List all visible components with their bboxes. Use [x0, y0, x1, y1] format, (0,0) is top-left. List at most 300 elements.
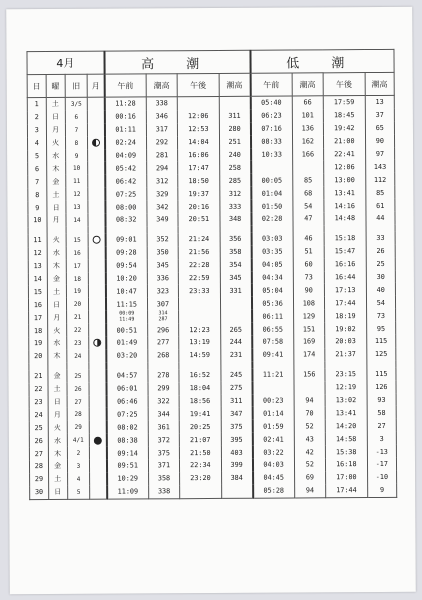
high-am-height: 307 [147, 298, 178, 311]
low-pm-height: 27 [367, 419, 396, 432]
low-pm-time: 17:59 [323, 96, 365, 110]
lunar-date: 9 [65, 149, 88, 162]
moon-phase-icon [94, 436, 102, 444]
col-moon: 月 [88, 74, 105, 97]
moon-phase [88, 214, 105, 227]
lunar-date: 7 [65, 124, 88, 137]
weekday: 土 [48, 473, 67, 486]
high-pm-height: 403 [221, 446, 252, 459]
high-am-height: 361 [148, 421, 179, 434]
low-pm-height: 143 [365, 160, 394, 173]
low-pm-height: 112 [365, 173, 394, 186]
moon-phase-icon [93, 236, 101, 244]
moon-phase [90, 473, 107, 486]
high-pm-height: 275 [221, 381, 252, 394]
low-am-time: 01:14 [252, 407, 294, 420]
weekday: 金 [46, 175, 65, 188]
low-pm-time: 16:16 [324, 258, 366, 271]
low-pm-height: 25 [366, 258, 395, 271]
high-pm-height: 311 [219, 110, 250, 123]
low-pm-height: 26 [366, 245, 395, 258]
low-am-height: 69 [294, 471, 325, 484]
moon-phase [88, 188, 105, 201]
lunar-date: 18 [66, 272, 89, 285]
weekday: 土 [47, 188, 66, 201]
low-am-time: 01:04 [251, 187, 293, 200]
moon-phase [88, 111, 105, 124]
high-pm-height: 333 [220, 200, 251, 213]
low-am-time: 06:11 [252, 310, 294, 323]
low-pm-height: 44 [366, 212, 395, 225]
date: 22 [29, 383, 48, 396]
low-am-height: 156 [294, 368, 325, 381]
high-am-time: 02:24 [105, 136, 147, 149]
low-pm-height: 93 [367, 393, 396, 406]
high-pm-time: 21:24 [178, 233, 220, 246]
low-pm-time: 12:06 [324, 161, 366, 174]
tide-rows [27, 95, 396, 499]
high-pm-height [221, 485, 252, 499]
low-am-time: 03:35 [251, 245, 293, 258]
high-am-height: 278 [148, 369, 179, 382]
high-am-height: 292 [146, 136, 177, 149]
low-am-time: 00:05 [251, 174, 293, 187]
weekday: 火 [47, 324, 66, 337]
high-am-time: 10:47 [105, 285, 147, 298]
low-am-height: 162 [292, 135, 323, 148]
high-pm-time: 20:51 [178, 213, 220, 226]
low-am-height: 68 [293, 187, 324, 200]
high-pm-time: 23:33 [178, 284, 220, 297]
date: 25 [29, 421, 48, 434]
lunar-date: 2 [67, 447, 90, 460]
high-am-time: 08:38 [106, 434, 148, 447]
lunar-date: 5 [67, 486, 90, 500]
date: 2 [27, 111, 46, 124]
low-am-height: 66 [292, 96, 323, 110]
high-pm-time: 14:04 [178, 136, 220, 149]
high-am-time: 09:01 [105, 233, 147, 246]
lunar-date: 24 [66, 350, 89, 363]
lunar-date: 4 [67, 473, 90, 486]
lunar-date: 21 [66, 311, 89, 324]
low-am-time: 05:04 [251, 284, 293, 297]
high-pm-height: 384 [221, 472, 252, 485]
weekday: 日 [47, 298, 66, 311]
low-pm-height: 9 [367, 484, 396, 498]
low-am-height: 90 [293, 284, 324, 297]
high-am-time: 09:51 [107, 459, 149, 472]
date: 27 [29, 447, 48, 460]
lunar-date: 3 [67, 460, 90, 473]
high-pm-time: 18:56 [179, 395, 221, 408]
high-pm-time: 21:50 [179, 446, 221, 459]
moon-phase [89, 259, 106, 272]
weekday: 日 [47, 201, 66, 214]
low-pm-height: 73 [366, 309, 395, 322]
weekday: 日 [46, 111, 65, 124]
low-am-time: 04:03 [252, 459, 294, 472]
low-pm-time: 13:02 [325, 394, 367, 407]
low-pm-height: 125 [366, 348, 395, 361]
weekday: 水 [46, 149, 65, 162]
low-am-height: 46 [293, 232, 324, 245]
low-am-time: 09:41 [252, 348, 294, 361]
high-am-height: 338 [148, 485, 179, 499]
high-am-height: 344 [148, 408, 179, 421]
high-pm-height: 312 [220, 187, 251, 200]
high-pm-height: 331 [220, 284, 251, 297]
high-pm-height: 311 [221, 394, 252, 407]
weekday: 木 [48, 447, 67, 460]
tide-table [26, 49, 397, 500]
date: 30 [30, 486, 49, 500]
low-am-height [294, 381, 325, 394]
weekday: 水 [47, 247, 66, 260]
low-am-time: 05:28 [253, 484, 295, 498]
high-am-time: 01:11 [105, 123, 147, 136]
date: 23 [29, 396, 48, 409]
weekday: 火 [48, 421, 67, 434]
moon-phase [89, 324, 106, 337]
moon-phase [89, 234, 106, 247]
low-am-height: 151 [293, 322, 324, 335]
date: 18 [29, 324, 48, 337]
col-low-am: 午前 [250, 73, 292, 96]
moon-phase [89, 395, 106, 408]
low-pm-time: 14:16 [324, 199, 366, 212]
high-pm-height: 345 [220, 271, 251, 284]
high-am-height: 312 [147, 175, 178, 188]
high-am-time: 00:51 [106, 324, 148, 337]
weekday: 月 [48, 408, 67, 421]
high-am-height: 346 [146, 110, 177, 123]
high-pm-time: 17:47 [178, 161, 220, 174]
moon-phase [88, 162, 105, 175]
date: 19 [29, 337, 48, 350]
moon-phase [89, 272, 106, 285]
low-am-time: 06:55 [252, 323, 294, 336]
date: 9 [28, 201, 47, 214]
high-pm-time: 12:23 [179, 323, 221, 336]
date: 29 [30, 473, 49, 486]
low-am-time: 02:28 [251, 213, 293, 226]
low-am-time: 05:40 [250, 96, 292, 110]
low-am-time [252, 381, 294, 394]
high-am-time: 08:00 [105, 201, 147, 214]
weekday: 火 [46, 137, 65, 150]
moon-phase [88, 136, 105, 149]
low-pm-height: 85 [365, 186, 394, 199]
moon-phase-icon [92, 139, 100, 147]
date: 7 [28, 175, 47, 188]
high-am-height: 299 [148, 382, 179, 395]
high-am-time: 10:20 [105, 272, 147, 285]
low-am-height: 94 [294, 484, 325, 498]
low-pm-time: 17:44 [324, 296, 366, 309]
high-am-time: 07:25 [106, 408, 148, 421]
high-am-time: 07:25 [105, 188, 147, 201]
lunar-date: 28 [67, 408, 90, 421]
high-pm-time: 16:06 [178, 149, 220, 162]
low-pm-height: 115 [366, 335, 395, 348]
high-pm-height: 231 [221, 349, 252, 362]
high-pm-time: 19:37 [178, 187, 220, 200]
weekday: 月 [46, 124, 65, 137]
moon-phase-icon [93, 339, 101, 347]
high-am-time: 04:57 [106, 369, 148, 382]
high-am-height: 371 [148, 459, 179, 472]
lunar-date: 23 [66, 337, 89, 350]
high-am-time: 06:01 [106, 382, 148, 395]
date: 6 [28, 162, 47, 175]
lunar-date: 22 [66, 324, 89, 337]
weekday: 日 [48, 395, 67, 408]
moon-phase [88, 123, 105, 136]
weekday: 月 [47, 214, 66, 227]
high-am-height: 281 [146, 149, 177, 162]
col-low-am-height: 潮高 [292, 73, 323, 96]
high-pm-time: 21:07 [179, 433, 221, 446]
high-pm-height: 280 [219, 123, 250, 136]
low-am-time: 06:23 [250, 109, 292, 122]
low-pm-height: 54 [366, 296, 395, 309]
low-am-height: 94 [294, 394, 325, 407]
high-pm-time [180, 485, 222, 499]
moon-phase [88, 97, 105, 110]
low-am-time: 07:58 [252, 336, 294, 349]
lunar-date: 3/5 [65, 97, 88, 111]
moon-phase [90, 485, 107, 498]
low-pm-time: 12:19 [325, 381, 367, 394]
low-pm-time: 18:45 [323, 109, 365, 122]
high-am-time: 11:09 [107, 485, 149, 499]
low-pm-height: 97 [365, 147, 394, 160]
weekday: 木 [48, 350, 67, 363]
low-pm-time: 14:48 [324, 212, 366, 225]
high-am-time: 00:16 [104, 110, 146, 123]
weekday: 日 [48, 486, 67, 500]
lunar-date: 11 [65, 175, 88, 188]
date: 12 [28, 247, 47, 260]
lunar-date: 12 [65, 188, 88, 201]
low-pm-time: 13:41 [325, 407, 367, 420]
lunar-date: 29 [67, 421, 90, 434]
high-pm-time: 13:19 [179, 336, 221, 349]
high-am-height: 352 [147, 233, 178, 246]
low-am-height: 108 [293, 297, 324, 310]
high-am-time: 11:15 [106, 298, 148, 311]
low-am-height: 166 [292, 148, 323, 161]
low-pm-time: 17:13 [324, 284, 366, 297]
date: 1 [27, 98, 46, 112]
low-am-time: 02:41 [252, 433, 294, 446]
low-am-time [251, 161, 293, 174]
high-am-height: 317 [146, 123, 177, 136]
tide-table-sheet [6, 7, 416, 594]
month-title: 4月 [27, 51, 104, 74]
high-pm-time: 14:59 [179, 349, 221, 362]
high-pm-height: 399 [221, 459, 252, 472]
high-pm-height: 245 [221, 369, 252, 382]
lunar-date: 19 [66, 285, 89, 298]
weekday: 月 [47, 311, 66, 324]
weekday: 土 [46, 97, 65, 111]
col-low-pm-height: 潮高 [365, 72, 394, 95]
moon-phase [88, 149, 105, 162]
low-tide-title: 低 潮 [250, 49, 394, 73]
low-pm-time: 13:41 [324, 186, 366, 199]
low-pm-time: 17:44 [326, 484, 368, 498]
high-am-height: 268 [148, 349, 179, 362]
weekday: 土 [48, 383, 67, 396]
table-row [30, 484, 397, 500]
high-tide-title: 高 潮 [104, 50, 250, 74]
weekday: 木 [47, 260, 66, 273]
date: 14 [28, 273, 47, 286]
low-pm-time: 16:44 [324, 271, 366, 284]
high-pm-time [179, 297, 221, 310]
low-am-height: 136 [292, 122, 323, 135]
high-am-height: 314 287 [147, 310, 178, 323]
low-pm-height: 58 [367, 406, 396, 419]
low-pm-time: 22:41 [324, 148, 366, 161]
lunar-date: 13 [65, 201, 88, 214]
low-pm-time: 21:00 [323, 135, 365, 148]
low-pm-height: 37 [365, 109, 394, 122]
low-pm-height: 126 [367, 381, 396, 394]
low-pm-time: 13:00 [324, 173, 366, 186]
col-high-am: 午前 [104, 74, 146, 97]
low-pm-time: 14:58 [325, 432, 367, 445]
low-pm-height: -13 [367, 445, 396, 458]
high-pm-height: 358 [220, 246, 251, 259]
date: 3 [27, 124, 46, 137]
high-am-height: 336 [147, 272, 178, 285]
low-pm-height: 65 [365, 122, 394, 135]
low-pm-time: 20:03 [325, 335, 367, 348]
low-pm-time: 19:02 [325, 322, 367, 335]
low-am-time: 01:50 [251, 200, 293, 213]
date: 20 [29, 350, 48, 363]
high-pm-time: 12:53 [177, 123, 219, 136]
date: 4 [27, 137, 46, 150]
high-am-height: 294 [146, 162, 177, 175]
low-am-height: 85 [292, 174, 323, 187]
date: 8 [28, 188, 47, 201]
lunar-date: 10 [65, 162, 88, 175]
lunar-date: 15 [66, 234, 89, 247]
lunar-date: 17 [66, 259, 89, 272]
col-high-pm: 午後 [177, 73, 219, 96]
lunar-date: 27 [67, 395, 90, 408]
high-am-time: 06:46 [106, 395, 148, 408]
high-am-time: 03:20 [106, 349, 148, 362]
high-pm-time: 22:28 [178, 259, 220, 272]
low-am-height: 73 [293, 271, 324, 284]
date: 15 [28, 285, 47, 298]
high-pm-time: 20:25 [179, 420, 221, 433]
high-pm-height: 285 [219, 174, 250, 187]
low-pm-time: 19:42 [323, 122, 365, 135]
high-am-time: 09:54 [105, 259, 147, 272]
low-am-height: 129 [293, 310, 324, 323]
low-am-time: 07:16 [250, 122, 292, 135]
high-pm-time: 22:59 [178, 272, 220, 285]
moon-phase [89, 311, 106, 324]
low-am-height: 101 [292, 109, 323, 122]
low-am-height: 174 [293, 348, 324, 361]
high-pm-time: 20:16 [178, 200, 220, 213]
low-am-time: 10:33 [251, 148, 293, 161]
weekday: 火 [47, 234, 66, 247]
low-pm-height: 13 [365, 95, 394, 109]
low-pm-time: 23:15 [325, 368, 367, 381]
high-pm-time: 12:06 [177, 110, 219, 123]
low-pm-height: 61 [366, 199, 395, 212]
low-pm-height: 115 [367, 368, 396, 381]
low-am-time: 01:59 [252, 420, 294, 433]
moon-phase [88, 201, 105, 214]
weekday: 土 [47, 285, 66, 298]
high-pm-height: 251 [219, 135, 250, 148]
high-pm-time [179, 310, 221, 323]
high-pm-height [219, 96, 250, 110]
high-pm-height: 354 [220, 258, 251, 271]
high-pm-height: 265 [220, 323, 251, 336]
col-weekday: 曜 [46, 74, 65, 97]
moon-phase [89, 350, 106, 363]
high-am-height: 372 [148, 433, 179, 446]
date: 17 [29, 311, 48, 324]
moon-phase [90, 421, 107, 434]
high-pm-time: 18:50 [178, 174, 220, 187]
date: 26 [29, 434, 48, 447]
high-pm-height: 258 [219, 161, 250, 174]
low-am-height: 169 [293, 335, 324, 348]
high-am-height: 350 [147, 246, 178, 259]
weekday: 金 [48, 460, 67, 473]
moon-phase [89, 369, 106, 382]
high-am-time: 08:32 [105, 213, 147, 226]
lunar-date: 20 [66, 298, 89, 311]
high-pm-height: 356 [220, 233, 251, 246]
high-pm-time: 21:56 [178, 246, 220, 259]
high-am-time: 05:42 [105, 162, 147, 175]
weekday: 水 [48, 434, 67, 447]
low-am-height [292, 161, 323, 174]
high-am-time: 01:49 [106, 336, 148, 349]
high-pm-height: 395 [221, 433, 252, 446]
low-am-height: 54 [293, 199, 324, 212]
low-am-height: 43 [294, 433, 325, 446]
low-pm-time: 21:37 [325, 348, 367, 361]
moon-phase [88, 175, 105, 188]
moon-phase [89, 285, 106, 298]
lunar-date: 14 [65, 214, 88, 227]
high-pm-height [220, 297, 251, 310]
col-high-pm-height: 潮高 [219, 73, 250, 96]
high-am-height: 277 [147, 336, 178, 349]
low-am-time: 04:45 [253, 471, 295, 484]
lunar-date: 16 [66, 247, 89, 260]
date: 16 [28, 298, 47, 311]
weekday: 金 [47, 272, 66, 285]
low-pm-time: 16:18 [325, 458, 367, 471]
moon-phase [89, 246, 106, 259]
high-am-height: 323 [147, 285, 178, 298]
high-pm-height [220, 310, 251, 323]
